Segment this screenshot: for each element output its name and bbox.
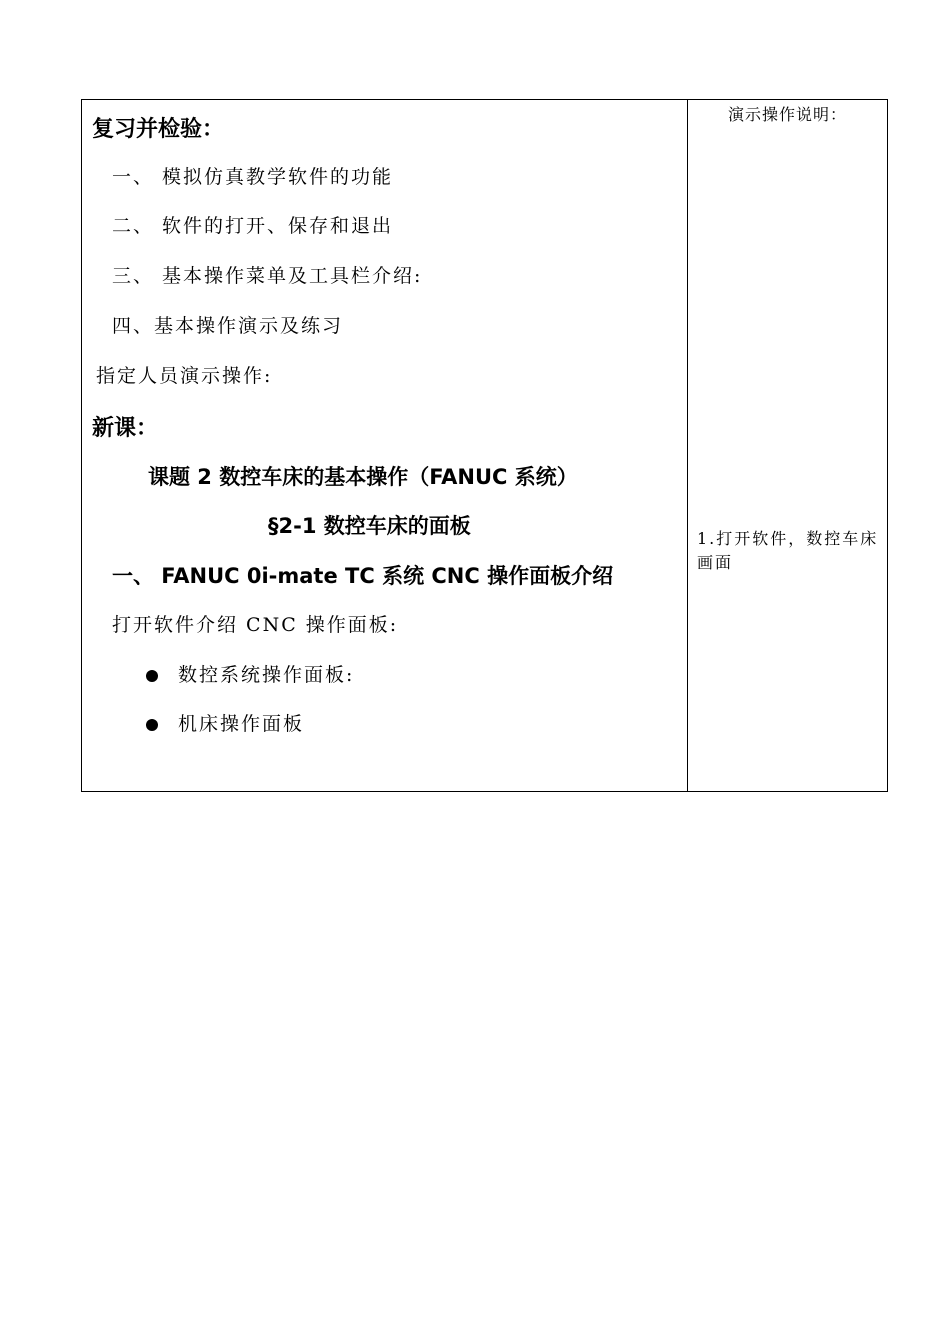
review-item-1: 一、 模拟仿真教学软件的功能	[112, 166, 394, 188]
lesson-table	[81, 99, 888, 792]
bullet-item-label: 机床操作面板	[178, 713, 305, 735]
bullet-item-1	[146, 666, 354, 685]
review-item-2: 二、 软件的打开、保存和退出	[112, 215, 394, 237]
new-lesson-heading: 新课：	[92, 416, 159, 441]
review-heading: 复习并检验：	[92, 117, 225, 142]
subsection-title: 一、 FANUC 0i-mate TC 系统 CNC 操作面板介绍	[112, 564, 614, 588]
notes-header: 演示操作说明：	[727, 105, 847, 124]
lesson-content-cell	[82, 100, 687, 791]
note-item-1: 1.打开软件，数控车床画面	[697, 529, 879, 572]
review-item-3: 三、 基本操作菜单及工具栏介绍:	[112, 265, 423, 287]
review-item-4: 四、基本操作演示及练习	[112, 315, 344, 337]
lesson-title: 课题 2 数控车床的基本操作（FANUC 系统）	[148, 465, 578, 489]
notes-cell	[688, 100, 887, 791]
bullet-item-2	[146, 715, 304, 734]
review-item-5: 指定人员演示操作:	[96, 365, 273, 387]
bullet-dot-icon	[146, 719, 158, 731]
bullet-dot-icon	[146, 670, 158, 682]
intro-text: 打开软件介绍 CNC 操作面板:	[112, 614, 399, 636]
bullet-item-label: 数控系统操作面板:	[178, 664, 355, 686]
section-title: §2-1 数控车床的面板	[268, 514, 471, 538]
